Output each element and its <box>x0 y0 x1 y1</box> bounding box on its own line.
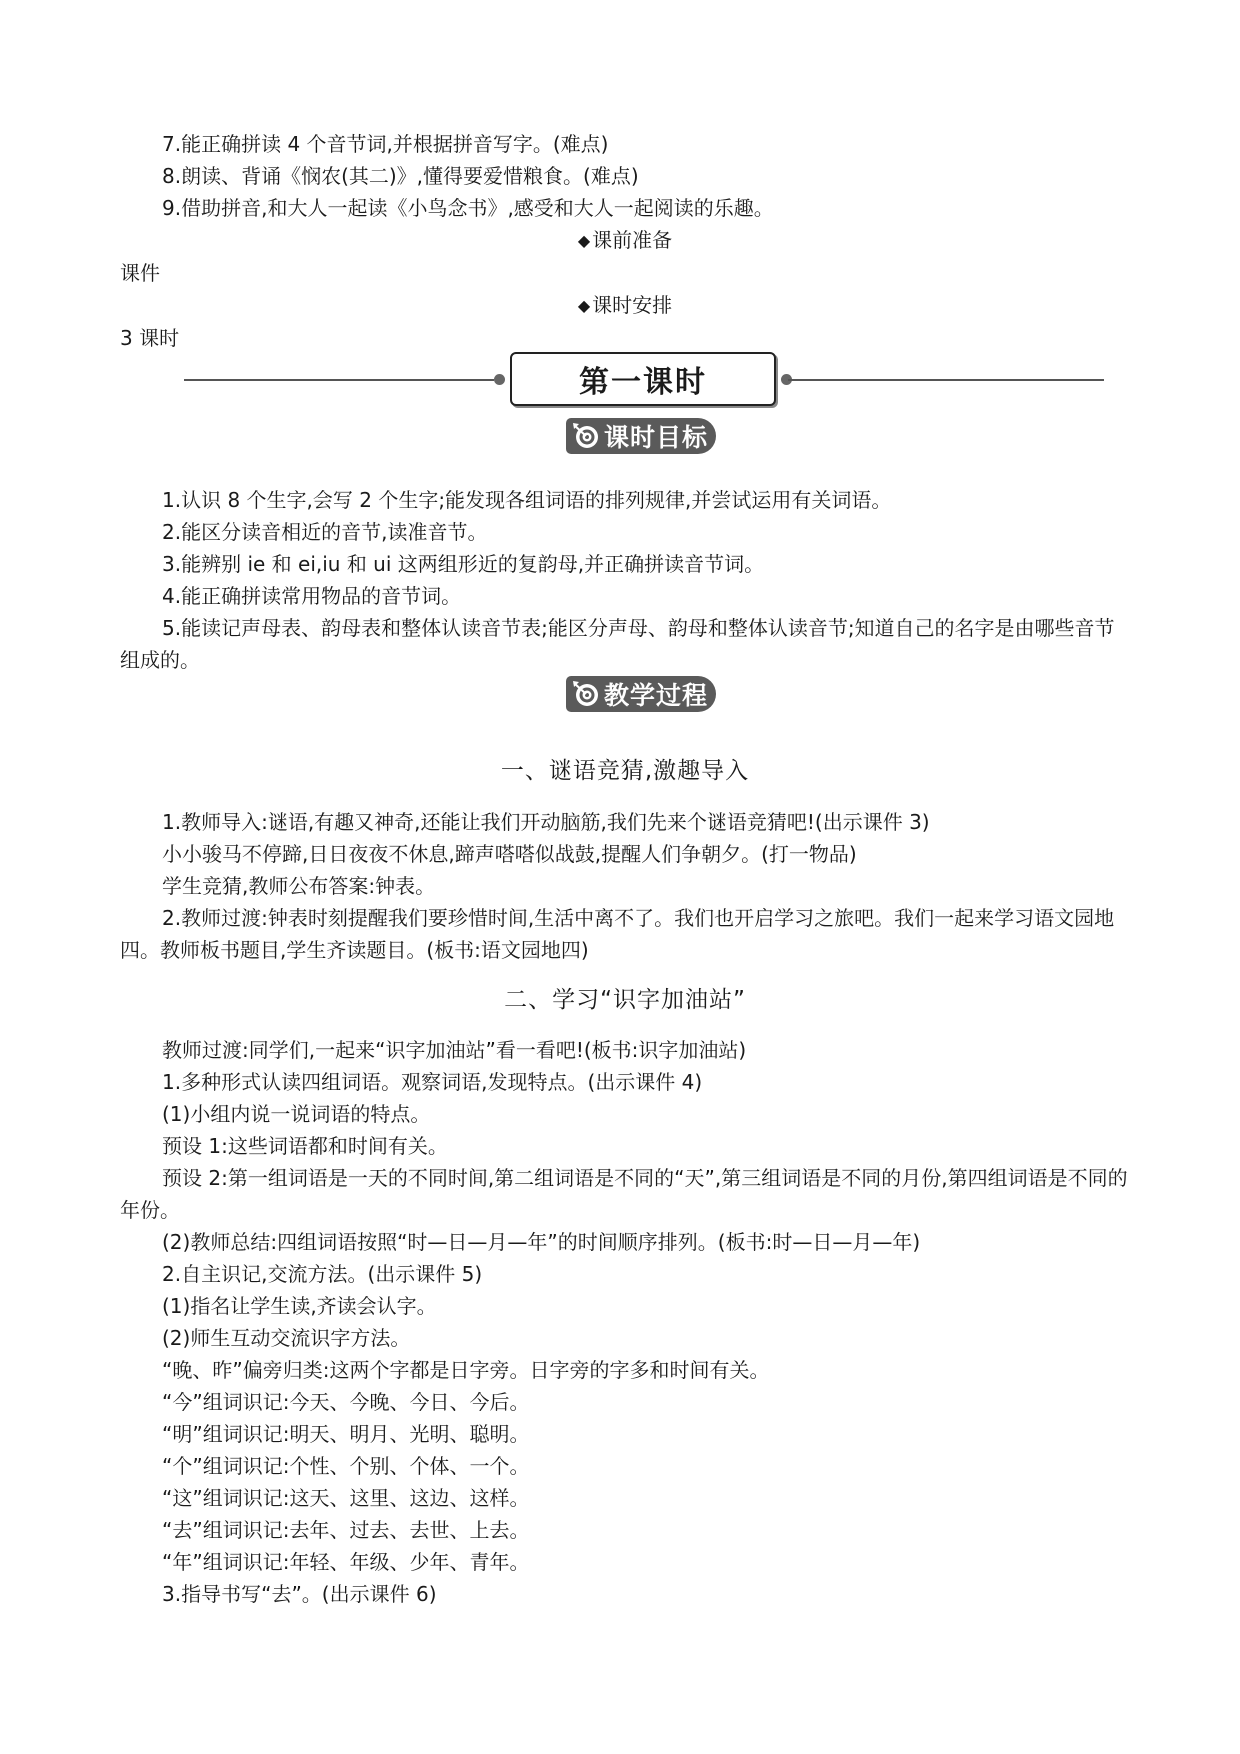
list-item: 3.能辨别 ie 和 ei,iu 和 ui 这两组形近的复韵母,并正确拼读音节词。 <box>162 552 765 576</box>
process-tag: 教学过程 <box>566 676 716 712</box>
prep-heading: ◆ 课前准备 <box>577 228 673 252</box>
list-item: 2.能区分读音相近的音节,读准音节。 <box>162 520 488 544</box>
target-icon <box>572 422 600 450</box>
target-icon <box>572 680 600 708</box>
paragraph: (1)指名让学生读,齐读会认字。 <box>162 1294 437 1318</box>
lesson-title: 第一课时 <box>510 352 776 406</box>
objectives-tag: 课时目标 <box>566 418 716 454</box>
list-item: 8.朗读、背诵《悯农(其二)》,懂得要爱惜粮食。(难点) <box>162 164 639 188</box>
paragraph: 小小骏马不停蹄,日日夜夜不休息,蹄声嗒嗒似战鼓,提醒人们争朝夕。(打一物品) <box>162 842 857 866</box>
paragraph: 2.教师过渡:钟表时刻提醒我们要珍惜时间,生活中离不了。我们也开启学习之旅吧。我们一起来学习语文园地四。教师板书题目,学生齐读题目。(板书:语文园地四) <box>120 906 1115 962</box>
schedule-content: 3 课时 <box>120 326 180 350</box>
paragraph: 2.自主识记,交流方法。(出示课件 5) <box>162 1262 483 1286</box>
paragraph: “晚、昨”偏旁归类:这两个字都是日字旁。日字旁的字多和时间有关。 <box>162 1358 770 1382</box>
section1-body <box>120 806 1130 966</box>
paragraph: “这”组词识记:这天、这里、这边、这样。 <box>162 1486 530 1510</box>
prep-content: 课件 <box>120 261 160 285</box>
list-item: 7.能正确拼读 4 个音节词,并根据拼音写字。(难点) <box>162 132 609 156</box>
paragraph: 1.多种形式认读四组词语。观察词语,发现特点。(出示课件 4) <box>162 1070 703 1094</box>
paragraph: (2)师生互动交流识字方法。 <box>162 1326 411 1350</box>
paragraph: 学生竞猜,教师公布答案:钟表。 <box>162 874 436 898</box>
section2-body <box>120 1034 1130 1610</box>
paragraph: “去”组词识记:去年、过去、去世、上去。 <box>162 1518 530 1542</box>
paragraph: 1.教师导入:谜语,有趣又神奇,还能让我们开动脑筋,我们先来个谜语竞猜吧!(出示课件 3) <box>162 810 930 834</box>
list-item: 5.能读记声母表、韵母表和整体认读音节表;能区分声母、韵母和整体认读音节;知道自己的名字是由哪些音节组成的。 <box>120 616 1115 672</box>
paragraph: (1)小组内说一说词语的特点。 <box>162 1102 431 1126</box>
paragraph: 预设 1:这些词语都和时间有关。 <box>162 1134 448 1158</box>
objectives-list <box>120 484 1130 676</box>
paragraph: “今”组词识记:今天、今晚、今日、今后。 <box>162 1390 530 1414</box>
paragraph: “个”组词识记:个性、个别、个体、一个。 <box>162 1454 530 1478</box>
list-item: 4.能正确拼读常用物品的音节词。 <box>162 584 462 608</box>
section-title: 一、谜语竞猜,激趣导入 <box>500 758 750 784</box>
lesson-banner <box>184 352 1104 408</box>
top-items <box>120 128 1130 354</box>
paragraph: “年”组词识记:年轻、年级、少年、青年。 <box>162 1550 530 1574</box>
paragraph: “明”组词识记:明天、明月、光明、聪明。 <box>162 1422 530 1446</box>
list-item: 9.借助拼音,和大人一起读《小鸟念书》,感受和大人一起阅读的乐趣。 <box>162 196 774 220</box>
paragraph: 3.指导书写“去”。(出示课件 6) <box>162 1582 437 1606</box>
paragraph: (2)教师总结:四组词语按照“时—日—月—年”的时间顺序排列。(板书:时—日—月—年) <box>162 1230 921 1254</box>
schedule-heading: ◆ 课时安排 <box>577 293 673 317</box>
paragraph: 教师过渡:同学们,一起来“识字加油站”看一看吧!(板书:识字加油站) <box>162 1038 747 1062</box>
list-item: 1.认识 8 个生字,会写 2 个生字;能发现各组词语的排列规律,并尝试运用有关词语。 <box>162 488 892 512</box>
diamond-icon: ◆ <box>577 231 591 250</box>
paragraph: 预设 2:第一组词语是一天的不同时间,第二组词语是不同的“天”,第三组词语是不同的月份,第四组词语是不同的年份。 <box>120 1166 1128 1222</box>
section-title: 二、学习“识字加油站” <box>504 987 746 1013</box>
diamond-icon: ◆ <box>577 296 591 315</box>
